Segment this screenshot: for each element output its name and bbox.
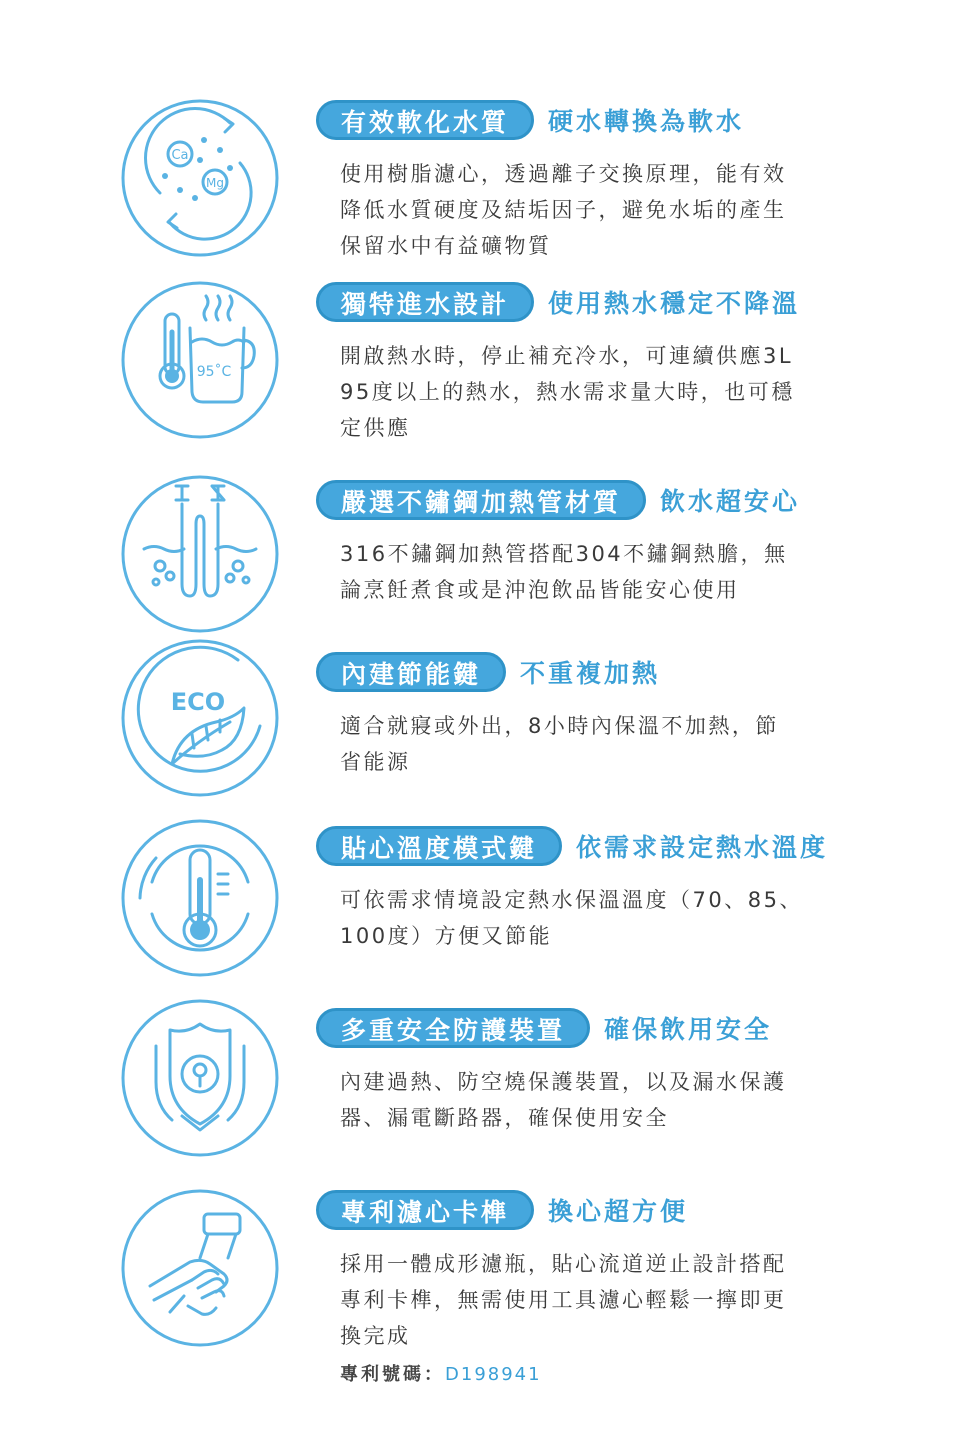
description-line: 論烹飪煮食或是沖泡飲品皆能安心使用 bbox=[340, 578, 740, 602]
svg-text:ECO: ECO bbox=[170, 688, 226, 716]
feature-pill-title: 專利濾心卡榫 bbox=[316, 1190, 534, 1230]
feature-pill-title: 有效軟化水質 bbox=[316, 100, 534, 140]
feature-description bbox=[340, 708, 900, 780]
feature-subtitle: 硬水轉換為軟水 bbox=[548, 107, 745, 136]
feature-header bbox=[316, 280, 800, 324]
heating-tube-icon bbox=[120, 474, 280, 634]
feature-pill-title: 內建節能鍵 bbox=[316, 652, 506, 692]
feature-subtitle: 換心超方便 bbox=[548, 1197, 689, 1226]
description-line: 器、漏電斷路器，確保使用安全 bbox=[340, 1106, 669, 1130]
feature-description bbox=[340, 338, 900, 446]
svg-text:95˚C: 95˚C bbox=[196, 364, 232, 380]
description-line: 開啟熱水時，停止補充冷水，可連續供應3L bbox=[340, 344, 794, 368]
description-line: 100度）方便又節能 bbox=[340, 924, 553, 948]
feature-header bbox=[316, 478, 800, 522]
feature-subtitle: 不重複加熱 bbox=[520, 659, 661, 688]
description-line: 換完成 bbox=[340, 1324, 411, 1348]
water-softening-icon bbox=[120, 98, 280, 258]
feature-description bbox=[340, 536, 900, 608]
description-line: 使用樹脂濾心，透過離子交換原理，能有效 bbox=[340, 162, 787, 186]
feature-subtitle: 飲水超安心 bbox=[660, 487, 801, 516]
description-line: 95度以上的熱水，熱水需求量大時，也可穩 bbox=[340, 380, 795, 404]
description-line: 適合就寢或外出，8小時內保溫不加熱，節 bbox=[340, 714, 779, 738]
feature-description bbox=[340, 156, 900, 264]
svg-text:Mg: Mg bbox=[206, 176, 224, 190]
description-line: 保留水中有益礦物質 bbox=[340, 234, 552, 258]
patent-label: 專利號碼： bbox=[340, 1364, 445, 1385]
feature-header bbox=[316, 824, 828, 868]
feature-subtitle: 確保飲用安全 bbox=[604, 1015, 773, 1044]
hot-water-cup-icon bbox=[120, 280, 280, 440]
feature-header bbox=[316, 1188, 688, 1232]
description-line: 省能源 bbox=[340, 750, 411, 774]
patent-number-value: D198941 bbox=[445, 1364, 542, 1385]
description-line: 內建過熱、防空燒保護裝置，以及漏水保護 bbox=[340, 1070, 787, 1094]
feature-description bbox=[340, 882, 900, 954]
feature-pill-title: 貼心溫度模式鍵 bbox=[316, 826, 562, 866]
svg-text:Ca: Ca bbox=[171, 148, 189, 163]
feature-pill-title: 嚴選不鏽鋼加熱管材質 bbox=[316, 480, 646, 520]
feature-description bbox=[340, 1064, 900, 1136]
feature-subtitle: 使用熱水穩定不降溫 bbox=[548, 289, 801, 318]
eco-leaf-icon bbox=[120, 638, 280, 798]
filter-twist-icon bbox=[120, 1188, 280, 1348]
feature-header bbox=[316, 650, 660, 694]
thermometer-icon bbox=[120, 818, 280, 978]
description-line: 降低水質硬度及結垢因子，避免水垢的產生 bbox=[340, 198, 787, 222]
description-line: 專利卡榫，無需使用工具濾心輕鬆一擰即更 bbox=[340, 1288, 787, 1312]
patent-number bbox=[340, 1360, 542, 1386]
feature-subtitle: 依需求設定熱水溫度 bbox=[576, 833, 829, 862]
description-line: 採用一體成形濾瓶，貼心流道逆止設計搭配 bbox=[340, 1252, 787, 1276]
feature-pill-title: 獨特進水設計 bbox=[316, 282, 534, 322]
feature-header bbox=[316, 98, 744, 142]
description-line: 定供應 bbox=[340, 416, 411, 440]
safety-shield-icon bbox=[120, 998, 280, 1158]
description-line: 可依需求情境設定熱水保溫溫度（70、85、 bbox=[340, 888, 803, 912]
description-line: 316不鏽鋼加熱管搭配304不鏽鋼熱膽，無 bbox=[340, 542, 788, 566]
feature-pill-title: 多重安全防護裝置 bbox=[316, 1008, 590, 1048]
feature-header bbox=[316, 1006, 772, 1050]
feature-description bbox=[340, 1246, 900, 1354]
